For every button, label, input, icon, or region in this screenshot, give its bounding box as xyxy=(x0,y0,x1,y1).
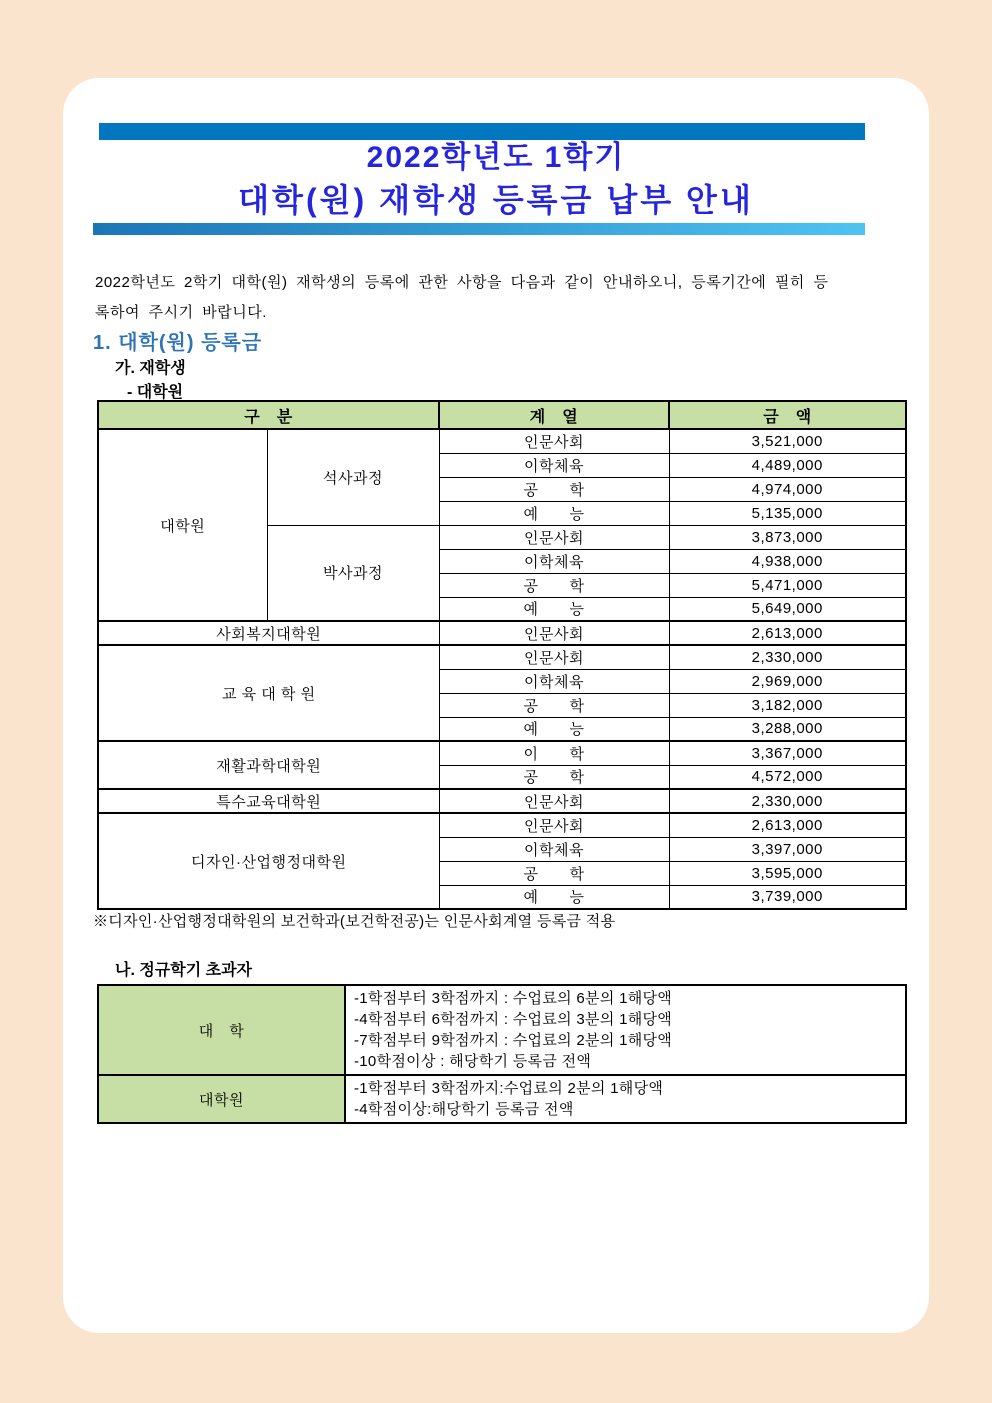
subgroup-cell-masters: 석사과정 xyxy=(267,429,439,525)
header-cell-gubun: 구 분 xyxy=(98,401,439,429)
subsection-ga-heading: 가. 재학생 xyxy=(115,360,186,377)
rule-line: -10학점이상 : 해당학기 등록금 전액 xyxy=(354,1053,592,1070)
category-cell: 이학체육 xyxy=(439,453,669,477)
category-cell: 이학체육 xyxy=(439,837,669,861)
amount-cell: 2,330,000 xyxy=(669,645,906,669)
table-row xyxy=(98,813,906,837)
tuition-table xyxy=(97,400,907,910)
title-line-2: 대학(원) 재학생 등록금 납부 안내 xyxy=(238,182,754,218)
amount-cell: 5,135,000 xyxy=(669,501,906,525)
amount-cell: 3,873,000 xyxy=(669,525,906,549)
amount-cell: 3,182,000 xyxy=(669,693,906,717)
rule-line: -4학점이상:해당학기 등록금 전액 xyxy=(354,1101,574,1118)
rule-line: -7학점부터 9학점까지 : 수업료의 2분의 1해당액 xyxy=(354,1032,673,1049)
amount-cell: 5,471,000 xyxy=(669,573,906,597)
category-cell: 인문사회 xyxy=(439,429,669,453)
table-row xyxy=(98,1075,906,1123)
amount-cell: 4,489,000 xyxy=(669,453,906,477)
category-cell: 예 능 xyxy=(439,597,669,621)
group-cell-special-ed: 특수교육대학원 xyxy=(98,789,439,813)
amount-cell: 4,974,000 xyxy=(669,477,906,501)
category-cell: 인문사회 xyxy=(439,813,669,837)
table-row xyxy=(98,621,906,645)
group-cell-graduate: 대학원 xyxy=(98,429,267,621)
title-line-1: 2022학년도 1학기 xyxy=(366,141,626,174)
category-cell: 예 능 xyxy=(439,885,669,909)
rule-text-cell xyxy=(345,985,906,1075)
amount-cell: 3,288,000 xyxy=(669,717,906,741)
table-row xyxy=(98,789,906,813)
amount-cell: 4,938,000 xyxy=(669,549,906,573)
amount-cell: 3,397,000 xyxy=(669,837,906,861)
amount-cell: 3,595,000 xyxy=(669,861,906,885)
category-cell: 이 학 xyxy=(439,741,669,765)
title-underline-gradient-bar xyxy=(93,223,865,235)
overflow-semester-table xyxy=(97,984,907,1124)
category-cell: 공 학 xyxy=(439,693,669,717)
rule-line: -1학점부터 3학점까지 : 수업료의 6분의 1해당액 xyxy=(354,990,673,1007)
category-cell: 예 능 xyxy=(439,501,669,525)
table-row xyxy=(98,741,906,765)
document-card xyxy=(63,78,929,1333)
section-1-heading: 1. 대학(원) 등록금 xyxy=(93,332,263,354)
intro-paragraph xyxy=(95,268,907,328)
rule-line: -4학점부터 6학점까지 : 수업료의 3분의 1해당액 xyxy=(354,1011,673,1028)
amount-cell: 2,330,000 xyxy=(669,789,906,813)
table-footnote: ※디자인·산업행정대학원의 보건학과(보건학전공)는 인문사회계열 등록금 적용 xyxy=(93,913,616,930)
rule-line: -1학점부터 3학점까지:수업료의 2분의 1해당액 xyxy=(354,1080,664,1097)
amount-cell: 3,739,000 xyxy=(669,885,906,909)
amount-cell: 4,572,000 xyxy=(669,765,906,789)
table-row xyxy=(98,429,906,453)
category-cell: 인문사회 xyxy=(439,621,669,645)
group-cell-design: 디자인·산업행정대학원 xyxy=(98,813,439,909)
group-cell-social-welfare: 사회복지대학원 xyxy=(98,621,439,645)
category-cell: 공 학 xyxy=(439,861,669,885)
category-cell: 인문사회 xyxy=(439,525,669,549)
subgroup-cell-doctoral: 박사과정 xyxy=(267,525,439,621)
amount-cell: 3,367,000 xyxy=(669,741,906,765)
rule-text-cell xyxy=(345,1075,906,1123)
document-title xyxy=(63,138,929,222)
table-row xyxy=(98,645,906,669)
intro-line-1: 2022학년도 2학기 대학(원) 재학생의 등록에 관한 사항을 다음과 같이 안내하오니, 등록기간에 필히 등 xyxy=(95,274,829,291)
category-cell: 이학체육 xyxy=(439,549,669,573)
label-cell-graduate: 대학원 xyxy=(98,1075,345,1123)
intro-line-2: 록하여 주시기 바랍니다. xyxy=(95,304,267,321)
category-cell: 예 능 xyxy=(439,717,669,741)
category-cell: 공 학 xyxy=(439,477,669,501)
category-cell: 인문사회 xyxy=(439,789,669,813)
subsection-na-heading: 나. 정규학기 초과자 xyxy=(115,962,252,979)
header-cell-amount: 금 액 xyxy=(669,401,906,429)
group-cell-education: 교 육 대 학 원 xyxy=(98,645,439,741)
tuition-table-header-row xyxy=(98,401,906,429)
category-cell: 인문사회 xyxy=(439,645,669,669)
group-cell-rehab: 재활과학대학원 xyxy=(98,741,439,789)
label-cell-university: 대 학 xyxy=(98,985,345,1075)
amount-cell: 5,649,000 xyxy=(669,597,906,621)
header-cell-category: 계 열 xyxy=(439,401,669,429)
amount-cell: 2,613,000 xyxy=(669,621,906,645)
subsection-graduate-label: - 대학원 xyxy=(127,384,184,401)
amount-cell: 3,521,000 xyxy=(669,429,906,453)
category-cell: 공 학 xyxy=(439,765,669,789)
category-cell: 이학체육 xyxy=(439,669,669,693)
amount-cell: 2,613,000 xyxy=(669,813,906,837)
amount-cell: 2,969,000 xyxy=(669,669,906,693)
table-row xyxy=(98,985,906,1075)
category-cell: 공 학 xyxy=(439,573,669,597)
